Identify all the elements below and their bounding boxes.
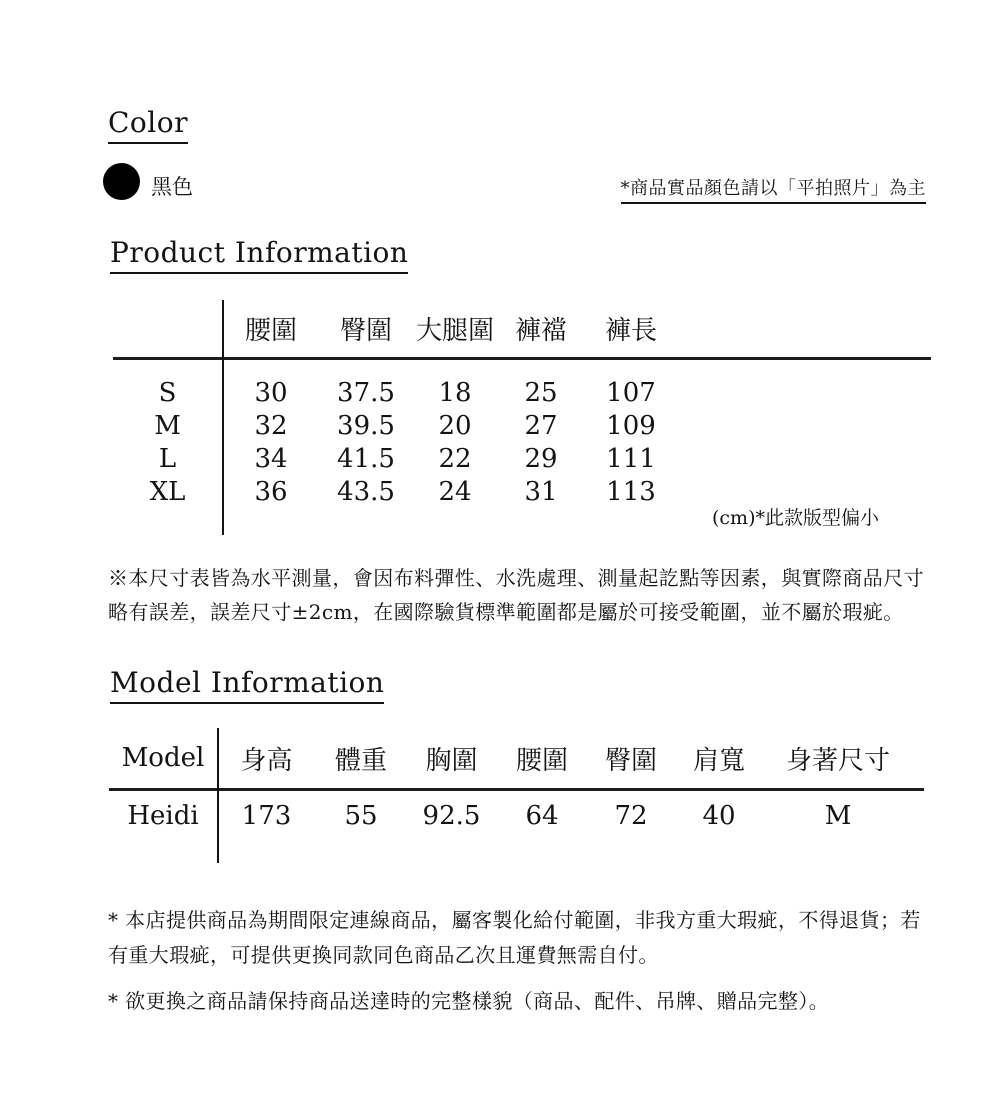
value-crotch: 31 (524, 476, 558, 507)
size-col-hip: 臀圍 (339, 316, 392, 346)
size-col-waist: 腰圍 (244, 316, 297, 346)
value-length: 111 (606, 443, 656, 474)
size-disclaimer-line1: ※本尺寸表皆為水平測量，會因布料彈性、水洗處理、測量起訖點等因素，與實際商品尺寸 (108, 566, 924, 590)
value-thigh: 22 (438, 443, 472, 474)
value-crotch: 29 (524, 443, 558, 474)
model-col-bust: 胸圍 (425, 745, 478, 776)
policy-return-line2: 有重大瑕疵，可提供更換同款同色商品乙次且運費無需自付。 (108, 943, 659, 967)
size-table (113, 300, 931, 535)
model-hip: 72 (614, 801, 648, 831)
value-length: 107 (606, 377, 656, 408)
policy-return (108, 903, 921, 973)
value-hip: 37.5 (337, 377, 395, 408)
model-col-waist: 腰圍 (515, 745, 568, 776)
size-col-length: 褲長 (604, 316, 657, 346)
model-row-heidi (109, 791, 924, 841)
model-name: Heidi (127, 801, 199, 831)
table-row-s (113, 376, 931, 409)
model-table-vertical-divider (217, 728, 219, 863)
size-disclaimer (108, 561, 924, 629)
model-shoulder: 40 (702, 801, 736, 831)
size-table-header-row (113, 300, 931, 357)
model-section-header (110, 666, 384, 704)
model-table (109, 728, 924, 863)
size-table-body (113, 360, 931, 508)
size-col-thigh: 大腿圍 (415, 316, 494, 346)
color-heading: Color (108, 106, 188, 144)
value-waist: 34 (254, 443, 288, 474)
model-waist: 64 (525, 801, 559, 831)
size-label: S (158, 377, 177, 408)
table-row-m (113, 409, 931, 442)
color-section-header (108, 106, 188, 144)
model-table-header-row (109, 728, 924, 788)
value-thigh: 18 (438, 377, 472, 408)
size-unit-note: (cm)*此款版型偏小 (712, 507, 879, 529)
model-size-worn: M (824, 801, 852, 831)
policy-return-line1: * 本店提供商品為期間限定連線商品，屬客製化給付範圍，非我方重大瑕疵，不得退貨；若 (108, 908, 921, 932)
size-col-crotch: 褲襠 (514, 316, 567, 346)
model-height: 173 (241, 801, 292, 831)
color-disclaimer-note: *商品實品顏色請以「平拍照片」為主 (621, 174, 927, 204)
value-crotch: 27 (524, 410, 558, 441)
product-section-header (110, 236, 408, 274)
value-length: 113 (606, 476, 656, 507)
color-swatch-label: 黑色 (151, 175, 193, 199)
model-col-hip: 臀圍 (604, 745, 657, 776)
model-information-heading: Model Information (110, 666, 384, 704)
size-label: L (158, 443, 177, 474)
policy-exchange: * 欲更換之商品請保持商品送達時的完整樣貌（商品、配件、吊牌、贈品完整）。 (108, 989, 830, 1013)
value-hip: 39.5 (337, 410, 395, 441)
value-crotch: 25 (524, 377, 558, 408)
model-weight: 55 (344, 801, 378, 831)
size-label: XL (149, 476, 186, 507)
value-waist: 32 (254, 410, 288, 441)
model-col-size-worn: 身著尺寸 (785, 745, 890, 776)
size-disclaimer-line2: 略有誤差，誤差尺寸±2cm，在國際驗貨標準範圍都是屬於可接受範圍，並不屬於瑕疵。 (108, 600, 904, 624)
value-thigh: 20 (438, 410, 472, 441)
table-row-l (113, 442, 931, 475)
value-waist: 36 (254, 476, 288, 507)
value-thigh: 24 (438, 476, 472, 507)
value-length: 109 (606, 410, 656, 441)
model-col-shoulder: 肩寬 (692, 745, 745, 776)
value-hip: 41.5 (337, 443, 395, 474)
value-waist: 30 (254, 377, 288, 408)
color-swatch-black (103, 163, 140, 200)
model-col-weight: 體重 (334, 745, 387, 776)
product-information-heading: Product Information (110, 236, 408, 274)
model-col-height: 身高 (240, 745, 293, 776)
value-hip: 43.5 (337, 476, 395, 507)
size-label: M (154, 410, 181, 441)
model-bust: 92.5 (422, 801, 481, 831)
model-col-label: Model (121, 743, 205, 773)
size-table-vertical-divider (222, 300, 224, 535)
